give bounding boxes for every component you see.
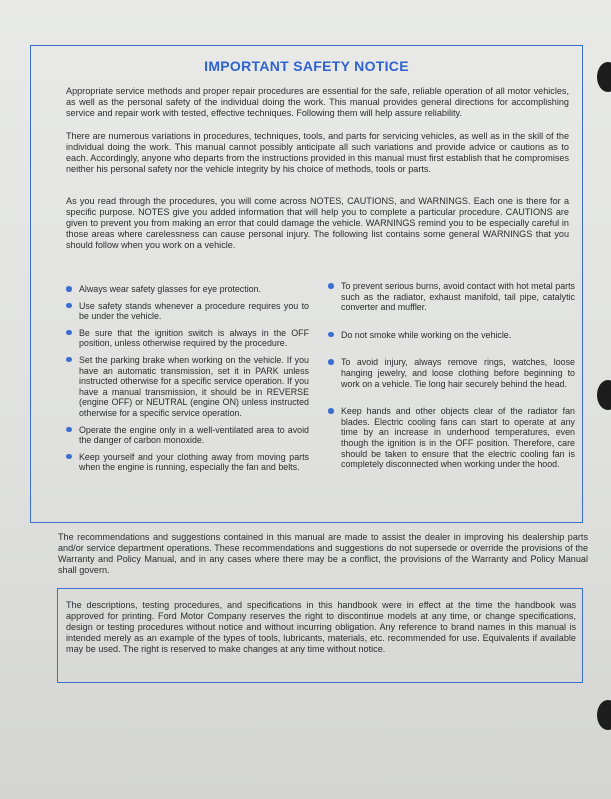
warnings-list-left [65, 284, 309, 479]
warning-item: Set the parking brake when working on the vehicle. If you have an automatic transmission, set it in PARK unless instructed otherwise for a specific service operation. If you have a manual transmission, it should be in REVERSE (engine OFF) or NEUTRAL (engine ON) unless instructed otherwise for a specific service operation. [65, 355, 309, 419]
bullet-icon [328, 359, 334, 365]
binder-hole [597, 700, 611, 730]
warning-item: Keep hands and other objects clear of the radiator fan blades. Electric cooling fans can start to operate at any time by an increase in underhood temperatures, even though the ignition is in the OFF position. Therefore, care should be taken to ensure that the electric cooling fan is completely disconnected when working under the hood. [327, 406, 575, 470]
warning-item: To prevent serious burns, avoid contact with hot metal parts such as the radiator, exhaust manifold, tail pipe, catalytic converter and muffler. [327, 281, 575, 313]
bullet-icon [328, 283, 334, 289]
bullet-icon [66, 427, 72, 433]
disclaimer-paragraph: The descriptions, testing procedures, and specifications in this handbook were in effect at the time the handbook was approved for printing. Ford Motor Company reserves the right to discontinue models at any time, or change specifications, design or testing procedures without notice and without incurring obligation. Any reference to brand names in this manual is intended merely as an example of the types of tools, lubricants, materials, etc. recommended for use. Equivalents if available may be used. The right is reserved to make changes at any time without notice. [66, 600, 576, 654]
bullet-icon [328, 332, 334, 338]
bullet-icon [66, 303, 72, 309]
warning-item: Use safety stands whenever a procedure requires you to be under the vehicle. [65, 301, 309, 322]
warning-item: Keep yourself and your clothing away from moving parts when the engine is running, especially the fan and belts. [65, 452, 309, 473]
warning-item: Operate the engine only in a well-ventilated area to avoid the danger of carbon monoxide. [65, 425, 309, 446]
warning-item: Always wear safety glasses for eye protection. [65, 284, 309, 295]
variations-paragraph: There are numerous variations in procedures, techniques, tools, and parts for servicing vehicles, as well as in the skill of the individual doing the work. This manual cannot possibly anticipate all such variations and provide advice or cautions as to each. Accordingly, anyone who departs from the instructions provided in this manual must first establish that he compromises neither his personal safety nor the vehicle integrity by his choice of methods, tools or parts. [66, 131, 569, 174]
recommendations-paragraph: The recommendations and suggestions contained in this manual are made to assist the dealer in improving his dealership parts and/or service department operations. These recommendations and suggestions do not supersede or override the provisions of the Warranty and Policy Manual, and in any cases where there may be a conflict, the provisions of the Warranty and Policy Manual shall govern. [58, 532, 588, 575]
warning-item: To avoid injury, always remove rings, watches, loose hanging jewelry, and loose clothing before beginning to work on a vehicle. Tie long hair securely behind the head. [327, 357, 575, 389]
binder-hole [597, 380, 611, 410]
binder-hole [597, 62, 611, 92]
notes-cautions-paragraph: As you read through the procedures, you will come across NOTES, CAUTIONS, and WARNINGS. Each one is there for a specific purpose. NOTES give you added information that will help you to complete a particular procedure. CAUTIONS are given to prevent you from making an error that could damage the vehicle. WARNINGS remind you to be especially careful in those areas where carelessness can cause personal injury. The following list contains some general WARNINGS that you should follow when you work on a vehicle. [66, 196, 569, 250]
intro-paragraph: Appropriate service methods and proper repair procedures are essential for the safe, reliable operation of all motor vehicles, as well as the personal safety of the individual doing the work. This manual provides general directions for accomplishing service and repair work with tested, effective techniques. Following them will help assure reliability. [66, 86, 569, 118]
bullet-icon [66, 330, 72, 336]
bullet-icon [66, 357, 72, 363]
warning-item: Be sure that the ignition switch is always in the OFF position, unless otherwise required by the procedure. [65, 328, 309, 349]
warning-item: Do not smoke while working on the vehicle. [327, 330, 575, 341]
bullet-icon [328, 408, 334, 414]
warnings-list-right [327, 281, 575, 476]
page-title: IMPORTANT SAFETY NOTICE [204, 58, 409, 74]
bullet-icon [66, 454, 72, 460]
bullet-icon [66, 286, 72, 292]
